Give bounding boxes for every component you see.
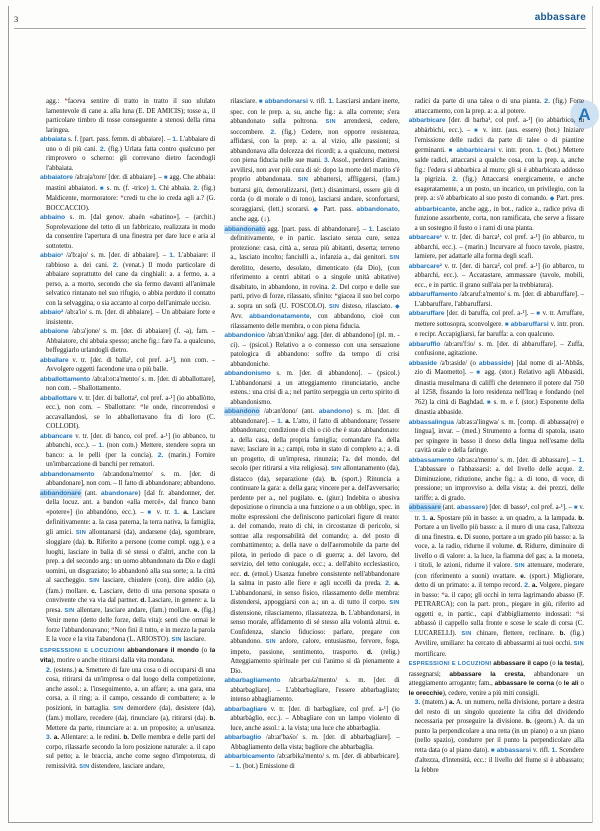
entry-abbarbaglio: abbarbaglio /ab:ar'baʎo/ s. m. [der. di abbarbagliare]. – Abbagliamento della vista; bagliore che abbarbaglia. xyxy=(224,734,400,751)
entry-abbandonamento: abbandonamento /ab:andona'mento/ s. m. [der. di abbandonare], non com. – Il fatto di abbandonare; abbandono. xyxy=(40,470,216,487)
entry-abbandonico: abbandonico /ab:an'dɔniko/ agg. [der. di abbandono] (pl. m. -ci). – (psicol.) Relativo a o connesso con una sensazione patologica di abbandono: soffre da tempo di crisi abbandoniche. xyxy=(224,332,400,368)
entry-continuation: radici da parte di una talea o di una pianta. 2. (fig.) Forte attaccamento, con la prep. a: a. al potere. xyxy=(414,98,584,115)
entry-continuation: ESPRESSIONI E LOCUZIONI abbandonare il mondo (o la vita), morire o anche ritirarsi dalla vita mondana. xyxy=(40,646,216,664)
entry-abbaruffio: abbaruffio /ab:aru'f:io/ s. m. [der. di abbaruffare]. – Zuffa, confusione, agitazione. xyxy=(408,340,584,357)
entry-continuation: ESPRESSIONI E LOCUZIONI abbassare il capo (o la testa), rassegnarsi; abbassare la cresta, abbandonare un atteggiamento arrogante; fam., abbassare le corna (o le ali o le orecchie), cedere, venire a più miti consigli. xyxy=(408,660,584,697)
entry-continuation: agg.: “faceva sentire di tratto in tratto il suo ululato lamentevole di cane a. alla luna (E. DE AMICIS); tosse a., il particolare timbro di tosse conseguente a stenosi della rima laringea. xyxy=(46,98,216,134)
headword: abballottare xyxy=(40,394,77,402)
headword: abbandonare xyxy=(40,489,81,497)
page-edge-right xyxy=(592,6,593,823)
headword: abbandonato xyxy=(224,225,266,233)
entry-abbassamento: abbassamento /ab:as:a'mento/ s. m. [der. di abbassare]. – 1. L'abbassare o l'abbassarsi: a. del livello delle acque. 2. Diminuzione, riduzione, anche fig.: a. di tono, di voce, di pressione; un improvviso a. della vista; a. dei prezzi, delle tariffe; a. di grado. xyxy=(408,456,584,502)
entry-abballottare: abballottare v. tr. [der. di ballotta², col pref. a-¹] (io abballòtto, ecc.), non com. – Sballottare: “le onde, rincorrendosi e accavallandosi, se lo abballottavano fra di loro (C. COLLODI). xyxy=(40,394,216,430)
entry-abbaino: abbaino s. m. [dal genov. abaén «abatino»]. – (archit.) Soprelevazione del tetto di un fabbricato, realizzata in modo da consentire l'apertura di una finestra per dare luce e aria al sottotetto. xyxy=(40,214,216,250)
headword: abbaside xyxy=(408,359,437,367)
headword: abbandono xyxy=(224,408,260,415)
entry-abbancare: abbancare v. tr. [der. di banco, col pref. a-¹] (io abbanco, tu abbanchi, ecc.). – 1. (non com.) Mettere, stendere sopra un banco: a. le pelli (per la concia). 2. (marin.) Fornire un'imbarcazione di banchi per rematori. xyxy=(40,432,216,468)
entry-abbarbagliare: abbarbagliare v. tr. [der. di barbagliare, col pref. a-¹] (io abbarbàglio, ecc.). – Abbagliare con un lampo violento di luce, anche assol.: a. la vista; una luce che abbarbaglia. xyxy=(224,705,400,732)
page-number: 3 xyxy=(14,14,19,24)
guide-word: abbassare xyxy=(534,12,586,23)
columns xyxy=(40,97,584,821)
entry-abbaione: abbaione /ab:a'jone/ s. m. [der. di abbaiare] (f. -a), fam. – Abbaiatore, chi abbaia spesso; anche fig.: fare l'a. a qualcuno, beffeggiarlo urlandogli dietro. xyxy=(40,328,216,354)
entry-abballare: abballare v. tr. [der. di balla¹, col pref. a-¹], non com. – Avvolgere oggetti facendone una o più balle. xyxy=(40,356,216,373)
entry-abbandonare: abbandonare (ant. abandonare) [dal fr. abandonner, der. della locuz. ant. a bandon «alla mercé», dal franco bann «potere»] (io abbandóno, ecc.). – ■ v. tr. 1. a. Lasciare definitivamente: a. la casa paterna, la terra nativa, la famiglia, gli amici. SIN allontanarsi (da), andarsene (da), sgombrare, sloggiare (da). b. Riferito a persone (come compl. ogg.), e a luoghi, lasciare in balia di sé stessi o d'altri, anche con la prep. a del secondo arg.: un uomo abbandonato da Dio e dagli uomini, un disgraziato; lo abbandonò alla sua sorte; a. la città al saccheggio. SIN lasciare, chiudere (con), dire addio (a), (fam.) mollare. c. Lasciare, detto di una persona sposata o convivente che va via dal partner. d. Lasciare, in genere: a. la presa. SIN allentare, lasciare andare, (fam.) mollare. e. (fig.) Venir meno (detto delle forze, della vita): senti che ormai le forze l'abbandonavano; “Non finì il tutto, e in mezzo la parola E la voce e la vita l'abandona (L. ARIOSTO). SIN lasciare. xyxy=(40,489,216,643)
entry-abbaruffamento: abbaruffamento /ab:aruf:a'mento/ s. m. [der. di abbaruffare]. – L'abbaruffare, l'abbaruffarsi. xyxy=(408,291,584,308)
entry-abbaio: abbaio¹ /a'b:ajo/ s. m. [der. di abbaiare]. – 1. L'abbaiare: il rabbioso a. dei cani. 2. (venat.) Il modo particolare di abbaiare soprattutto del cane da cinghiali: a. a fermo, a. a perso, a. a morto, secondo che sia fermo davanti all'animale selvatico rintanato nel suo rifugio, o abbia perduto il contatto con la selvaggina, o sia accanto al corpo dell'animale ucciso. xyxy=(40,252,216,307)
column-1 xyxy=(40,97,215,821)
entry-abbarbicamento: abbarbicamento /ab:arbika'mento/ s. m. [der. di abbarbicare]. – 1. (bot.) Emissione di xyxy=(224,753,400,770)
entry-abbaiata: abbaiata s. f. [part. pass. femm. di abbaiare]. – 1. L'abbaiare di uno o di più cani. 2. (fig.) Urlata fatta contro qualcuno per rimprovero o scherno: gli correvano dietro facendogli l'abbaiata. xyxy=(40,136,216,172)
page-edge-bottom xyxy=(8,822,593,823)
entry-abbaside: abbaside /a'b:aside/ (o abbasside) [dal nome di al-'Abbās, zio di Maometto]. – ■ agg. (stor.) Relativo agli Abbasidi, dinastia musulmana di califfi che detennero il potere dal 750 al 1258, fissando la loro residenza nell'Iraq e fondando (nel 762) la città di Baghdad. ■ s. m. e f. (stor.) Esponente della dinastia abbaside. xyxy=(408,359,584,416)
entry-abbarbicare: abbarbicare [der. di barba¹, col pref. a-¹] (io abbàrbico, tu abbàrbichi, ecc.). – ■ v. intr. (aus. essere) (bot.) Iniziare l'emissione delle radici da parte di talee o di piantine germinanti. ■ abbarbicarsi v. intr. pron. 1. (bot.) Mettere salde radici, attaccarsi a qualche cosa, con la prep. a, anche fig.: l'edera si abbarbica al muro; gli si è abbarbicata addosso la pigrizia. 2. (fig.) Attaccarsi energicamente, e anche esageratamente, a un posto, un incarico, un privilegio, con la prep. a: s'è abbarbicato al suo posto di comando. ◆ Part. pres. abbarbicante, anche agg., in bot., radice a., radice priva di funzione assorbente, corta, non ramificata, che serve a fissare a un sostegno il fusto o i rami di una pianta. xyxy=(408,117,584,232)
page-edge-left xyxy=(8,6,9,823)
headword: abballottamento xyxy=(40,375,91,383)
entry-abbandono: abbandono /ab:an'dono/ (ant. abandono) s. m. [der. di abbandonare]. – 1. a. L'atto, il fatto di abbandonare; l'essere abbandonato; condizione di chi o ciò che è stato abbandonato: a. della casa, della propria famiglia; comandare l'a. della nave; lasciare in a.; campi, roba in stato di completo a.; a. di un progetto, di un'impresa, rinunzia; l'a. del mondo, del secolo (per ritirarsi a vita religiosa). SIN allontanamento (da), distacco (da), separazione (da). b. (sport.) Rinuncia a continuare la gara: a. della gara; vincere per a. dell'avversario; perdente per a., nel pugilato. c. (giur.) Indebita o abusiva deposizione o rinuncia a una funzione o a un obbligo, spec. in molte espressioni che definiscono particolari figure di reato: a. del comando, reato di chi, in circostanze di pericolo, si sottrae alla responsabilità del comando; a. del posto di combattimento; a. della nave o dell'aeromobile da parte del pilota, in periodo di pace o di guerra; a. del lavoro, del servizio, del tetto coniugale, ecc.; a. dell'abito ecclesiastico, ecc. d. (etnol.) Usanza funebre consistente nell'abbandonare la salma in pasto alle fiere e agli uccelli da preda. 2. a. L'abbandonarsi, in senso fisico, rilassamento delle membra: distendersi, appoggiarsi con a.; un a. di tutto il corpo. SIN distensione, rilasciamento, rilassatezza. b. L'abbandonarsi, in senso morale, affidamento di sé stesso alla volontà altrui. c. Confidenza, slancio fiducioso: parlare, pregare con abbandono. SIN ardore, calore, entusiasmo, fervore, foga, impeto, passione, sentimento, trasporto. d. (relig.) Atteggiamento spirituale per cui l'animo si dà pienamente a Dio. xyxy=(224,408,400,675)
entry-abbassalingua: abbassalingua /ab:as:a'lingwa/ s. m. [comp. di abbassa(re) e lingua], invar. – (med.) Strumento a forma di spatola, usato per spingere in basso il dorso della lingua nell'esame della cavità orale e della faringe. xyxy=(408,418,584,454)
headword: abbaiata xyxy=(40,136,67,143)
entry-continuation: 2. (estens.) a. Smettere di fare una cosa o di occuparsi di una cosa, ritirarsi da un'impresa o dal luogo della competizione, anche assol.: a. l'inseguimento, a. un affare; a. una gara, una corsa, a. il ring; a. il campo, cessando di combattere; a. le posizioni, in battaglia. SIN demordere (da), desistere (da), (fam.) mollare, recedere (da), rinunciare (a), ritirarsi (da). b. Mettere da parte, rinunciare a: a. un proposito; a. un'usanza. 3. a. Allentare: a. le redini. b. Delle membra e delle parti del corpo, rilassarle secondo la loro posizione naturale: a. il capo sul petto; a. le braccia, anche come segno d'impotenza, di remissività. SIN distendere, lasciare andare, xyxy=(46,666,216,770)
letter-tab: A xyxy=(570,100,599,129)
headword: abbarbicamento xyxy=(224,753,275,760)
headword: abbandonamento xyxy=(40,470,95,478)
entry-continuation: 3. (matem.) a. A. un numero, nella divisione, portare a destra del resto di un singolo quoziente la cifra del dividendo necessaria per proseguire la divisione. b. (geom.) A. da un punto la perpendicolare a una retta (in un piano) o a un piano (nello spazio), condurre per il punto la perpendicolare alla retta data (o al piano dato). ■ abbassarsi v. rifl. 1. Scendere d'altezza, d'intensità, ecc.: il livello del fiume si è abbassato; la febbre xyxy=(414,699,584,774)
headword: abbaruffio xyxy=(408,340,441,348)
entry-abbarcare: abbarcare¹ v. tr. [der. di barca¹, col pref. a-¹] (io abbarco, tu abbarchi, ecc.). – (marin.) Incurvare al fuoco tavole, piastre, lamiere, per adattarle alla forma degli scafi. xyxy=(408,234,584,260)
headword: abbarbagliare xyxy=(224,705,267,713)
entry-continuation: rilasciare. ■ abbandonarsi v. rifl. 1. Lasciarsi andare inerte, spec. con le prep. a, su, anche fig.: a. alla corrente; s'era abbandonato sulla poltrona. SIN arrendersi, cedere, soccombere. 2. (fig.) Cedere, non opporre resistenza, affidarsi, con la prep. a: a. al vizio, alle passioni; si abbandonava alla dolcezza dei ricordi; a. a qualcuno, mettersi con piena fiducia nelle sue mani. 3. Assol., perdersi d'animo, avvilirsi, non aver più cura di sé: dopo la morte del marito s'è proprio abbandonata. SIN abbattersi, affliggersi, (fam.) buttarsi giù, demoralizzarsi, (lett.) disanimarsi, essere giù di corda (o di morale o di tono), lasciarsi andare, sconfortarsi, scoraggiarsi, (lett.) scorarsi. ◆ Part. pass. abbandonato, anche agg. (↓). xyxy=(230,98,400,223)
entry-abbaiatore: abbaiatore /ab:aja'tore/ [der. di abbaiare]. – ■ agg. Che abbaia: mastini abbaiatori. ■ s. m. (f. -trice) 1. Chi abbaia. 2. (fig.) Maldicente, mormoratore: “credi tu che io creda agli a.? (G. BOCCACCIO). xyxy=(40,174,216,212)
headword: abbaruffamento xyxy=(408,291,458,298)
headword: abbarbicare xyxy=(408,117,446,124)
headword: abbaio¹ xyxy=(40,252,64,259)
headword: abbaio² xyxy=(40,309,64,316)
headword: abbarbagliamento xyxy=(224,677,281,684)
entry-abbassare: abbassare (ant. abassare) [der. di basso¹, col pref. a-¹]. – ■ v. tr. 1. a. Spostare più in basso: a. un quadro, a. la lampada. b. Portare a un livello più basso: a. il muro di una casa, l'altezza di una finestra. c. Di suono, portare a un grado più basso: a. la voce, a. la radio, ridurne il volume. d. Ridurre, diminuire di livello o di valore: a. la luce, la fiamma del gas; a. la moneta, i titoli, le azioni, ridurne il valore. SIN attenuare, moderare, (con riferimento a suoni) ovattare. e. (sport.) Migliorare, detto di un primato: a. il tempo record. 2. a. Volgere, piegare in basso: “a. il capo; gli occhi in terra lagrimando abasso (F. PETRARCA); con la part. pron., piegare in giù, riferito ad oggetti e, in partic., capi d'abbigliamento indossati: “si abbassò il cappello sulla fronte e scese le scale di corsa (C. LUCARELLI). SIN chinare, flettere, reclinare. b. (fig.) Avvilire, umiliare: ha cercato di abbassarmi ai tuoi occhi. SIN mortificare. xyxy=(408,504,584,658)
headword: abbassalingua xyxy=(408,418,454,426)
headword: abbarcare² xyxy=(408,262,442,270)
headword: abbassare xyxy=(408,504,441,511)
entry-abbandonato: abbandonato agg. [part. pass. di abbandonare]. – 1. Lasciato definitivamente, e in partic. lasciato senza cure, senza protezione: casa, città a., senza più abitanti, deserta; terreno a., lasciato incolto; fanciulli a., infanzia a., dai genitori. SIN derelitto, deserto, desolato, dimenticato (da Dio), (con riferimento a centri abitati o a singole unità abitative) disabitato, in abbandono, in rovina. 2. Del corpo e delle sue parti, privo di forze, rilassato, sfinito: “giacea il suo bel corpo a. sopra un sofà (U. FOSCOLO). SIN disteso, rilasciato. ◆ Avv. abbandonatamente, con abbandono, cioè con rilassamento delle membra, o con piena fiducia. xyxy=(224,225,400,330)
entry-abballottamento: abballottamento /ab:al:ot:a'mento/ s. m. [der. di abballottare], non com. – Sballottamento. xyxy=(40,375,216,392)
entry-abbandonismo: abbandonismo s. m. [der. di abbandono]. – (psicol.) L'abbandonarsi a un atteggiamento rinunciatario, anche estens.: una crisi di a.; nel partito serpeggia un certo spirito di abbandonismo. xyxy=(224,370,400,406)
entry-abbaruffare: abbaruffare [der. di baruffa, col pref. a-¹]. – ■ v. tr. Arruffare, mettere sottosopra, sconvolgere. ■ abbaruffarsi v. intr. pron. e recipr. Accapigliarsi, far baruffa: a. con qualcuno. xyxy=(408,310,584,338)
headword: abbarcare¹ xyxy=(408,234,442,241)
entry-abbaio: abbaio² /ab:a'io/ s. m. [der. di abbaiare]. – Un abbaiare forte e insistente. xyxy=(40,309,216,326)
headword: abbaruffare xyxy=(408,310,445,317)
headword: abbaino xyxy=(40,214,65,221)
page-header xyxy=(14,12,586,28)
headword: abbaione xyxy=(40,328,69,335)
headword: abbarbaglio xyxy=(224,734,262,741)
headword: abbaiatore xyxy=(40,174,73,181)
headword: abbancare xyxy=(40,432,73,440)
headword: abbandonico xyxy=(224,332,265,339)
column-2 xyxy=(224,97,399,821)
headword: abbandonismo xyxy=(224,370,271,377)
headword: abballare xyxy=(40,356,69,364)
entry-abbarbagliamento: abbarbagliamento /ab:arbaʎa'mento/ s. m. [der. di abbarbagliare]. – L'abbarbagliare, l'essere abbarbagliato; intenso abbagliamento. xyxy=(224,677,400,703)
header-rule xyxy=(14,28,586,29)
column-3 xyxy=(409,97,584,821)
headword: abbassamento xyxy=(408,456,455,464)
entry-abbarcare: abbarcare² v. tr. [der. di barca², col pref. a-¹] (io abbarco, tu abbarchi, ecc.). – Accatastare, ammassare (tavole, mobili, ecc., e in partic. il grano sull'aia per la trebbiatura). xyxy=(408,262,584,289)
